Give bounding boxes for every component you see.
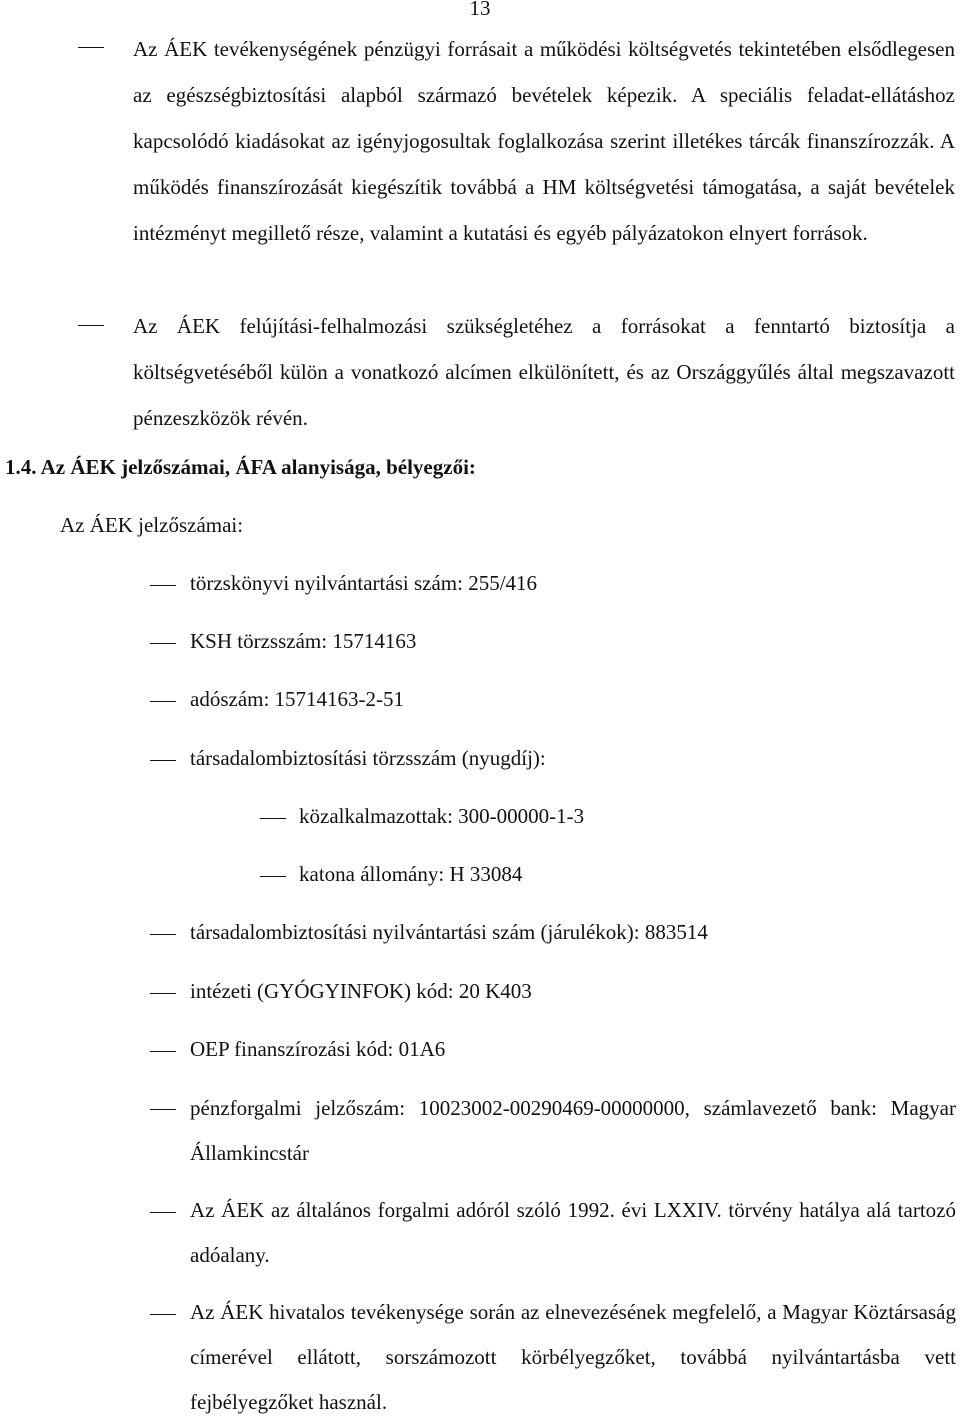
funding-paragraph: Az ÁEK tevékenységének pénzügyi forrásait a működési költségvetés tekintetében elsődlegesen az egészségbiztosítási alapból származó bevételek képezik. A speciális feladat-ellátáshoz kapcsolódó kiadásokat az igényjogosultak foglalkozása szerint illetékes tárcák finanszírozzák. A működés finanszírozását kiegészítik továbbá a HM költségvetési támogatása, a saját bevételek intézményt megillető része, valamint a kutatási és egyéb pályázatokon elnyert források. (133, 37, 955, 245)
section-heading: 1.4. Az ÁEK jelzőszámai, ÁFA alanyisága, bélyegzői: (5, 455, 476, 479)
list-dash (150, 643, 176, 644)
list-item: törzskönyvi nyilvántartási szám: 255/416 (190, 571, 538, 595)
list-item: Az ÁEK az általános forgalmi adóról szóló 1992. évi LXXIV. törvény hatálya alá tartozó adóalany. (190, 1198, 956, 1267)
sub-list-item: közalkalmazottak: 300-00000-1-3 (299, 804, 585, 828)
list-dash (150, 934, 176, 935)
list-dash (150, 760, 176, 761)
list-item: Az ÁEK hivatalos tevékenysége során az elnevezésének megfelelő, a Magyar Köztársaság címerével ellátott, sorszámozott körbélyegzőket, továbbá nyilvántartásba vett fejbélyegzőket használ. (190, 1300, 956, 1414)
list-dash (150, 1212, 176, 1213)
list-dash (150, 1051, 176, 1052)
list-item: intézeti (GYÓGYINFOK) kód: 20 K403 (190, 979, 532, 1003)
list-dash (150, 585, 176, 586)
section-subheading: Az ÁEK jelzőszámai: (60, 513, 244, 537)
list-dash (150, 701, 176, 702)
list-item: adószám: 15714163-2-51 (190, 687, 405, 711)
list-item: OEP finanszírozási kód: 01A6 (190, 1037, 446, 1061)
list-item: társadalombiztosítási törzsszám (nyugdíj): (190, 746, 546, 770)
list-dash (78, 325, 104, 326)
list-dash (150, 1314, 176, 1315)
sub-list-dash (260, 876, 286, 877)
list-item: KSH törzsszám: 15714163 (190, 629, 417, 653)
list-item: pénzforgalmi jelzőszám: 10023002-00290469-00000000, számlavezető bank: Magyar Államkincstár (190, 1096, 956, 1165)
investment-paragraph: Az ÁEK felújítási-felhalmozási szükségletéhez a forrásokat a fenntartó biztosítja a költségvetéséből külön a vonatkozó alcímen elkülönített, és az Országgyűlés által megszavazott pénzeszközök révén. (133, 314, 955, 430)
list-dash (78, 47, 104, 48)
sub-list-item: katona állomány: H 33084 (299, 862, 523, 886)
list-dash (150, 993, 176, 994)
list-item: társadalombiztosítási nyilvántartási szám (járulékok): 883514 (190, 920, 708, 944)
sub-list-dash (260, 818, 286, 819)
list-dash (150, 1109, 176, 1110)
page-number: 13 (469, 0, 491, 20)
